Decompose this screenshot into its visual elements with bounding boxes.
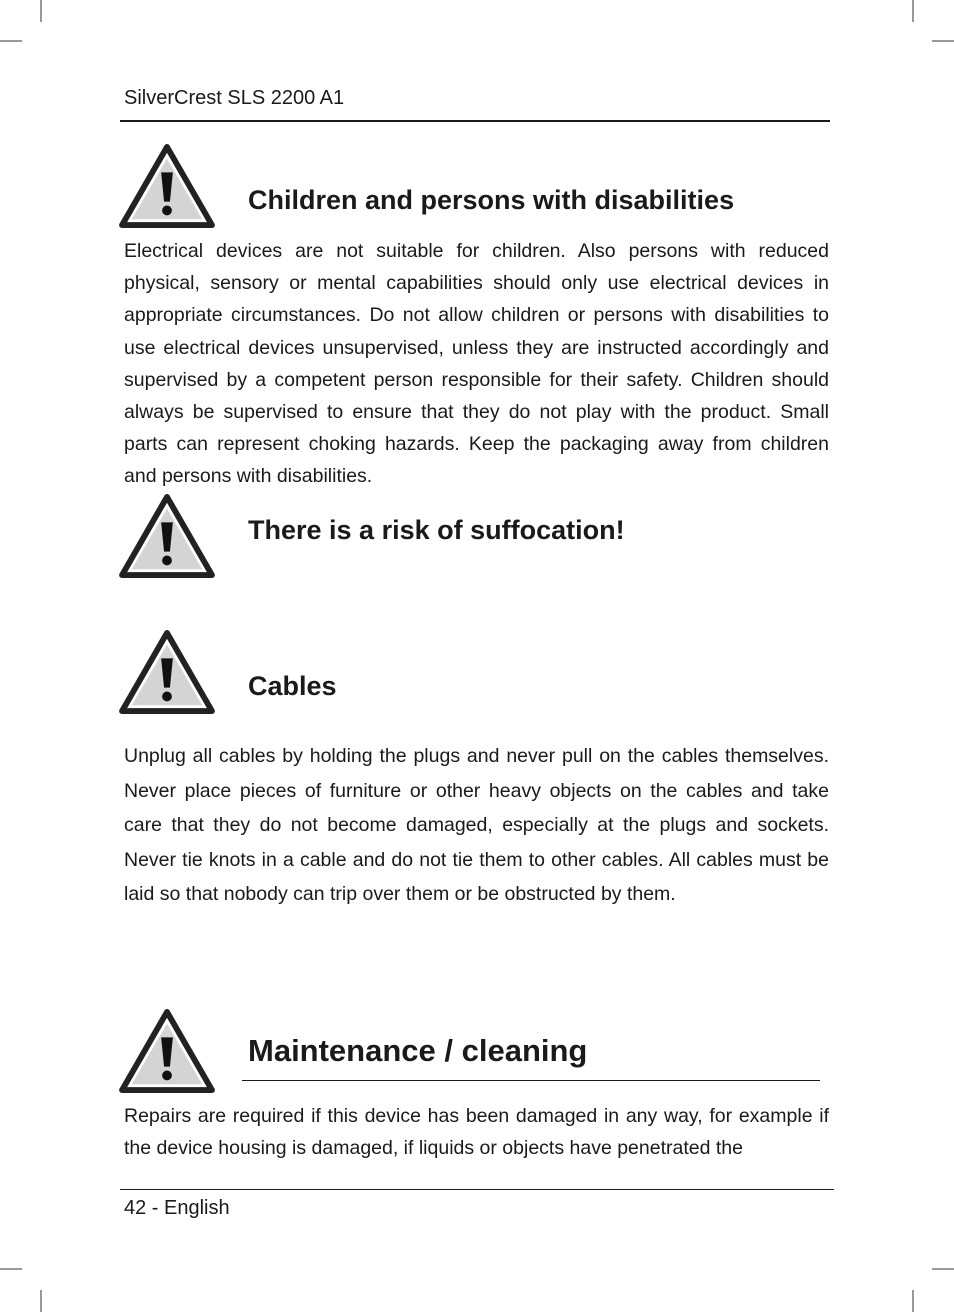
warning-triangle-icon (118, 493, 216, 579)
page-number: 42 - English (124, 1197, 230, 1219)
crop-mark (912, 1290, 914, 1312)
section-heading-cables: Cables (248, 671, 337, 701)
crop-mark (932, 1268, 954, 1270)
crop-mark (0, 1268, 22, 1270)
chapter-heading-underline (242, 1080, 820, 1081)
section-heading-children: Children and persons with disabilities (248, 185, 735, 215)
header-title: SilverCrest SLS 2200 A1 (124, 87, 345, 109)
footer-divider (120, 1189, 834, 1190)
chapter-heading-maintenance: Maintenance / cleaning (248, 1033, 588, 1068)
warning-triangle-icon (118, 629, 216, 715)
children-paragraph: Electrical devices are not suitable for children. Also persons with reduced physical, sensory or mental capabilities should only use electrical devices in appropriate circumstances. Do not allow children or persons with disabilities to use electrical devices unsupervised, unless they are instructed accordingly and supervised by a competent person responsible for their safety. Children should always be supervised to ensure that they do not play with the product. Small parts can represent choking hazards. Keep the packaging away from children and persons with disabilities. (124, 240, 829, 488)
warning-triangle-icon (118, 1008, 216, 1094)
header-divider (120, 120, 830, 122)
crop-mark (932, 40, 954, 42)
crop-mark (40, 0, 42, 22)
warning-triangle-icon (118, 143, 216, 229)
cables-paragraph: Unplug all cables by holding the plugs and never pull on the cables themselves. Never place pieces of furniture or other heavy objects on the cables and take care that they do not become damaged, especially at the plugs and sockets. Never tie knots in a cable and do not tie them to other cables. All cables must be laid so that nobody can trip over them or be obstructed by them. (124, 745, 829, 905)
crop-mark (40, 1290, 42, 1312)
crop-mark (912, 0, 914, 22)
section-heading-suffocation: There is a risk of suffocation! (248, 515, 625, 545)
maintenance-paragraph: Repairs are required if this device has been damaged in any way, for example if the device housing is damaged, if liquids or objects have penetrated the (124, 1105, 829, 1159)
crop-mark (0, 40, 22, 42)
